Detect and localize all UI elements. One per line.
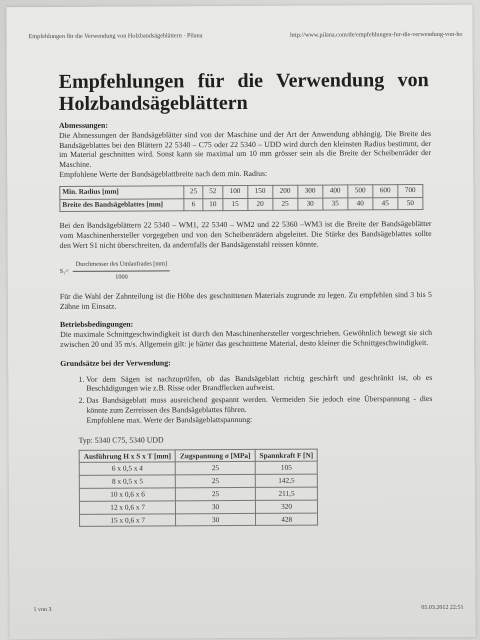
table-cell: 50: [398, 197, 423, 210]
table-row: [80, 513, 319, 527]
paragraph-empfohlene-werte: Empfohlene Werte der Bandsägeblattbreite nach dem min. Radius:: [59, 168, 268, 179]
table-cell: 45: [373, 197, 398, 210]
formula-symbol: S₁<: [59, 267, 69, 275]
table-cell: 200: [273, 185, 298, 198]
column-header: Ausführung H x S x T [mm]: [79, 450, 175, 463]
list-item: 1. Vor dem Sägen ist nachzuprüfen, ob das Bandsägeblatt richtig geschärft und geschränkt ist, ob es Beschädigungen wie z.B. Risse oder Brandflecken aufweist.: [86, 373, 432, 394]
table-row-label: Breite des Bandsägeblattes [mm]: [60, 198, 184, 211]
table-cell: 500: [348, 185, 373, 198]
table-row: [79, 474, 318, 488]
print-timestamp: 05.03.2012 22:51: [421, 604, 464, 612]
table-cell: 6: [184, 198, 203, 211]
print-header: [28, 31, 462, 40]
table-cell: 600: [373, 184, 398, 197]
formula-denominator: 1000: [115, 273, 128, 281]
section-heading-abmessungen: Abmessungen:: [58, 120, 108, 130]
formula-fraction: [73, 260, 170, 283]
section-heading-grundsaetze: Grundsätze bei der Verwendung:: [60, 358, 171, 368]
table-cell: 20: [248, 198, 273, 211]
page-number: 1 von 3: [33, 606, 52, 614]
table-cell: 428: [255, 513, 318, 526]
document-page: [6, 5, 475, 639]
table-cell: 25: [176, 462, 256, 475]
table-cell: 30: [176, 513, 256, 526]
table-cell: 35: [323, 198, 348, 211]
table-cell: 700: [398, 184, 423, 197]
list-item-text: Das Bandsägeblatt muss ausreichend gespannt werden. Vermeiden Sie jedoch eine Überspannung - dies könnte zum Zerreissen des Bandsägeblattes führen.: [86, 394, 433, 415]
list-item: [86, 394, 432, 425]
table-cell: 15: [223, 198, 248, 211]
list-item-subtext: Empfohlene max. Werte der Bandsägeblattspannung:: [86, 414, 253, 425]
paragraph-breite: Bei den Bandsägeblättern 22 5340 – WM1, 22 5340 – WM2 und 22 5360 –WM3 ist die Breite der Bandsägeblätter vom Maschinenhersteller vorgegeben und von den Scheibenrädern abgeleitet. Die Stärke des Bandsägeblattes sollte den Wert S1 nicht überschreiten, da andernfalls der Bandsägenstahl reissen könnte.: [59, 219, 432, 250]
column-header: Zugspannung σ [MPa]: [175, 450, 255, 462]
section-heading-betrieb: Betriebsbedingungen:: [59, 319, 134, 330]
table-row-label: Min. Radius [mm]: [60, 186, 184, 199]
tension-table: [79, 449, 319, 527]
print-header-url[interactable]: http://www.pilana.com/de/empfehlungen-fur-die-verwendung-von-ho: [290, 30, 463, 39]
table-cell: 10: [203, 198, 222, 211]
column-header: Spannkraft F [N]: [255, 449, 318, 461]
table-cell: 25: [176, 487, 256, 500]
table-row: [79, 500, 318, 514]
table-cell: 15 x 0,6 x 7: [80, 513, 176, 526]
table-cell: 150: [247, 185, 272, 198]
paragraph-betrieb: Die maximale Schnittgeschwindigkeit ist durch den Maschinenhersteller vorgeschrieben. Gewöhnlich bewegt sie sich zwischen 20 und 35 m/s. Allgemein gilt: je härter das geschnittene Material, desto kleiner die Schnittgeschwindigkeit.: [60, 328, 433, 349]
table-cell: 25: [273, 198, 298, 211]
table-cell: 8 x 0,5 x 5: [79, 475, 175, 488]
radius-table: [59, 184, 423, 212]
page-title: Empfehlungen für die Verwendung von Holzbandsägeblättern: [58, 69, 429, 115]
table-cell: 400: [323, 185, 348, 198]
table-cell: 12 x 0,6 x 7: [79, 501, 175, 514]
table-row: [79, 487, 318, 501]
type-label: Typ: 5340 C75, 5340 UDD: [78, 434, 164, 445]
table-cell: 52: [203, 185, 222, 198]
table-cell: 142,5: [255, 474, 318, 487]
table-cell: 30: [298, 198, 323, 211]
paragraph-zahnteilung: Für die Wahl der Zahnteilung ist die Höhe des geschnittenen Materials zugrunde zu legen. Zu empfehlen sind 3 bis 5 Zähne im Einsatz.: [59, 289, 432, 311]
table-row: [79, 461, 318, 475]
document-body: [59, 119, 433, 527]
grundsaetze-list: [86, 373, 432, 426]
table-cell: 320: [255, 500, 318, 513]
table-cell: 40: [348, 197, 373, 210]
table-cell: 25: [184, 185, 203, 198]
table-cell: 211,5: [255, 487, 318, 500]
table-cell: 10 x 0,6 x 6: [79, 488, 175, 501]
print-header-title: Empfehlungen für die Verwendung von Holzbandsägeblättern · Pilana: [28, 32, 203, 41]
table-cell: 30: [176, 500, 256, 513]
table-cell: 6 x 0,5 x 4: [79, 462, 175, 475]
table-cell: 105: [255, 461, 318, 474]
table-cell: 100: [222, 185, 247, 198]
paragraph-abmessungen: Die Abmessungen der Bandsägeblätter sind von der Maschine und der Art der Anwendung abhängig. Die Breite des Bandsägeblattes bei den Blättern 22 5340 – C75 oder 22 5340 – UDD wird durch den kleinsten Radius bestimmt, der im Material geschnitten wird. Sonst kann sie maximal um 10 mm grösser sein als die Breite der Scheibenräder der Maschine.: [58, 128, 432, 170]
table-cell: 300: [298, 185, 323, 198]
formula-numerator: Durchmesser des Umlaufrades [mm]: [73, 260, 170, 272]
table-cell: 25: [176, 475, 256, 488]
table-row: [60, 197, 423, 212]
formula: [60, 259, 432, 283]
